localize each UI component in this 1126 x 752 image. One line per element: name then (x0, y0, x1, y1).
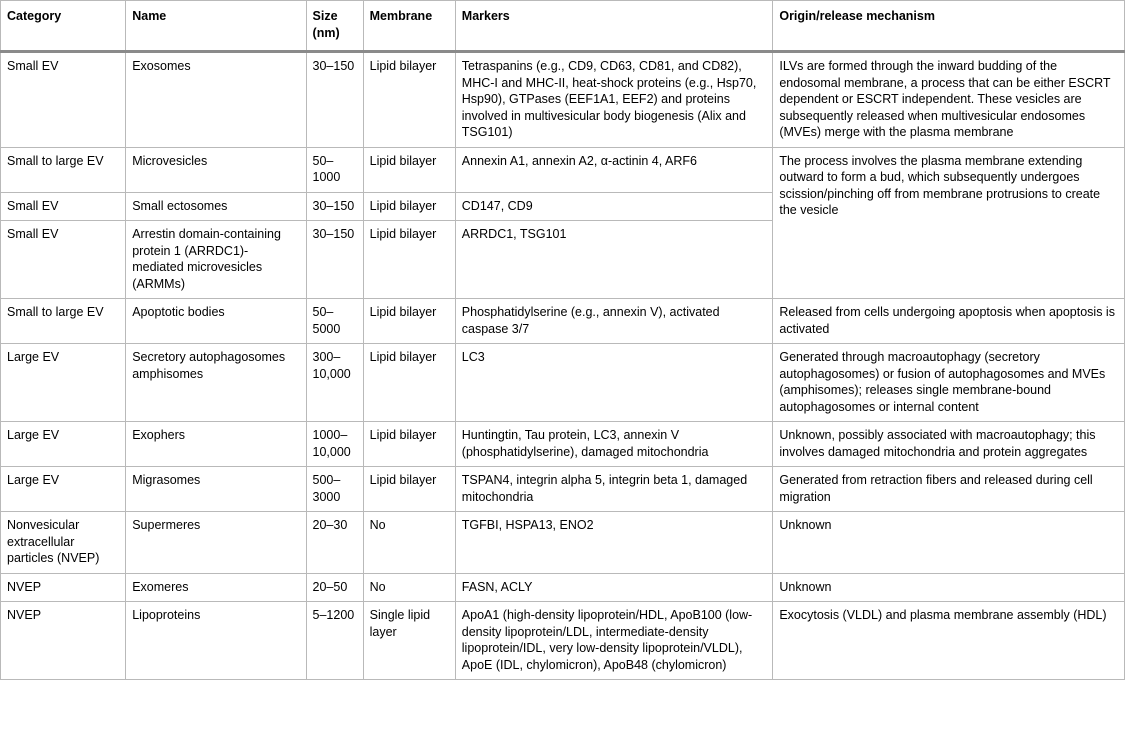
cell-origin: Unknown, possibly associated with macroautophagy; this involves damaged mitochondria and protein aggregates (773, 422, 1125, 467)
cell-name: Secretory autophagosomes amphisomes (126, 344, 306, 422)
cell-name: Supermeres (126, 512, 306, 574)
table-body (1, 52, 1125, 680)
cell-category: Large EV (1, 422, 126, 467)
cell-membrane: Lipid bilayer (363, 147, 455, 192)
column-header-origin: Origin/release mechanism (773, 1, 1125, 52)
cell-size: 300–10,000 (306, 344, 363, 422)
cell-name: Exophers (126, 422, 306, 467)
cell-membrane: Lipid bilayer (363, 467, 455, 512)
cell-markers: Annexin A1, annexin A2, α-actinin 4, ARF6 (455, 147, 773, 192)
cell-markers: CD147, CD9 (455, 192, 773, 221)
cell-size: 20–30 (306, 512, 363, 574)
cell-size: 30–150 (306, 192, 363, 221)
table-row (1, 422, 1125, 467)
cell-name: Arrestin domain-containing protein 1 (ARRDC1)-mediated microvesicles (ARMMs) (126, 221, 306, 299)
cell-markers: Tetraspanins (e.g., CD9, CD63, CD81, and CD82), MHC-I and MHC-II, heat-shock proteins (e.g., Hsp70, Hsp90), GTPases (EEF1A1, EEF2) and proteins involved in multivesicular body biogenesis (Alix and TSG101) (455, 52, 773, 148)
table-header-row (1, 1, 1125, 52)
cell-origin: Unknown (773, 512, 1125, 574)
cell-markers: TSPAN4, integrin alpha 5, integrin beta 1, damaged mitochondria (455, 467, 773, 512)
cell-name: Exosomes (126, 52, 306, 148)
table-row (1, 147, 1125, 192)
cell-markers: TGFBI, HSPA13, ENO2 (455, 512, 773, 574)
cell-origin: Exocytosis (VLDL) and plasma membrane assembly (HDL) (773, 602, 1125, 680)
cell-name: Lipoproteins (126, 602, 306, 680)
cell-category: Nonvesicular extracellular particles (NVEP) (1, 512, 126, 574)
cell-membrane: Lipid bilayer (363, 221, 455, 299)
cell-markers: LC3 (455, 344, 773, 422)
table-row (1, 512, 1125, 574)
cell-membrane: Lipid bilayer (363, 422, 455, 467)
cell-markers: Phosphatidylserine (e.g., annexin V), activated caspase 3/7 (455, 299, 773, 344)
cell-name: Migrasomes (126, 467, 306, 512)
cell-markers: Huntingtin, Tau protein, LC3, annexin V (phosphatidylserine), damaged mitochondria (455, 422, 773, 467)
cell-category: Small to large EV (1, 147, 126, 192)
table-row (1, 467, 1125, 512)
cell-name: Small ectosomes (126, 192, 306, 221)
cell-category: Small EV (1, 52, 126, 148)
cell-origin: Generated through macroautophagy (secretory autophagosomes) or fusion of autophagosomes and MVEs (amphisomes); releases single membrane-bound autophagosomes or internal content (773, 344, 1125, 422)
cell-size: 30–150 (306, 52, 363, 148)
table-row (1, 299, 1125, 344)
cell-origin: Generated from retraction fibers and released during cell migration (773, 467, 1125, 512)
cell-membrane: No (363, 573, 455, 602)
column-header-name: Name (126, 1, 306, 52)
column-header-size: Size (nm) (306, 1, 363, 52)
cell-size: 500–3000 (306, 467, 363, 512)
cell-markers: ApoA1 (high-density lipoprotein/HDL, ApoB100 (low-density lipoprotein/LDL, intermediate-density lipoprotein/IDL, very low-density lipoprotein/VLDL), ApoE (IDL, chylomicron), ApoB48 (chylomicron) (455, 602, 773, 680)
table-row (1, 344, 1125, 422)
cell-membrane: Single lipid layer (363, 602, 455, 680)
cell-origin: Unknown (773, 573, 1125, 602)
table-header (1, 1, 1125, 52)
cell-size: 5–1200 (306, 602, 363, 680)
cell-size: 20–50 (306, 573, 363, 602)
cell-markers: ARRDC1, TSG101 (455, 221, 773, 299)
cell-membrane: Lipid bilayer (363, 299, 455, 344)
cell-name: Microvesicles (126, 147, 306, 192)
cell-membrane: No (363, 512, 455, 574)
cell-name: Exomeres (126, 573, 306, 602)
table-row (1, 602, 1125, 680)
cell-origin: Released from cells undergoing apoptosis when apoptosis is activated (773, 299, 1125, 344)
cell-category: Small EV (1, 192, 126, 221)
cell-origin: The process involves the plasma membrane extending outward to form a bud, which subsequently undergoes scission/pinching off from membrane protrusions to create the vesicle (773, 147, 1125, 299)
cell-size: 50–5000 (306, 299, 363, 344)
cell-membrane: Lipid bilayer (363, 344, 455, 422)
cell-membrane: Lipid bilayer (363, 52, 455, 148)
column-header-markers: Markers (455, 1, 773, 52)
cell-size: 30–150 (306, 221, 363, 299)
column-header-category: Category (1, 1, 126, 52)
cell-category: Large EV (1, 344, 126, 422)
table-row (1, 52, 1125, 148)
cell-category: Small to large EV (1, 299, 126, 344)
cell-category: Small EV (1, 221, 126, 299)
cell-category: NVEP (1, 602, 126, 680)
cell-membrane: Lipid bilayer (363, 192, 455, 221)
cell-size: 50–1000 (306, 147, 363, 192)
column-header-membrane: Membrane (363, 1, 455, 52)
cell-origin: ILVs are formed through the inward budding of the endosomal membrane, a process that can be either ESCRT dependent or ESCRT independent. These vesicles are subsequently released when multivesicular endosomes (MVEs) merge with the plasma membrane (773, 52, 1125, 148)
cell-category: Large EV (1, 467, 126, 512)
cell-size: 1000–10,000 (306, 422, 363, 467)
cell-category: NVEP (1, 573, 126, 602)
cell-name: Apoptotic bodies (126, 299, 306, 344)
table-row (1, 573, 1125, 602)
cell-markers: FASN, ACLY (455, 573, 773, 602)
